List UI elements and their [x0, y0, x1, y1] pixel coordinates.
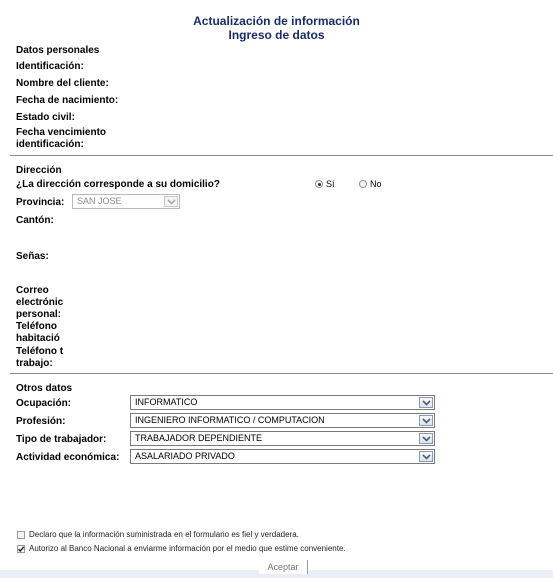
occupation-select-value: INFORMATICO	[135, 397, 198, 407]
worker-type-select-value: TRABAJADOR DEPENDIENTE	[135, 433, 263, 443]
residence-question: ¿La dirección corresponde a su domicilio?	[16, 179, 220, 190]
radio-yes[interactable]	[315, 180, 323, 188]
radio-no[interactable]	[359, 180, 367, 188]
accept-button[interactable]: Aceptar	[259, 560, 308, 574]
other-section-heading: Otros datos	[16, 383, 73, 394]
occupation-label: Ocupación:	[16, 398, 72, 409]
economic-activity-select[interactable]	[130, 449, 435, 464]
page-subtitle: Ingreso de datos	[228, 28, 325, 42]
birth-date-label: Fecha de nacimiento:	[16, 95, 119, 106]
chevron-down-icon	[164, 196, 178, 207]
section-divider	[10, 155, 553, 156]
profession-select-value: INGENIERO INFORMATICO / COMPUTACION	[135, 415, 325, 425]
email-label-line3: personal:	[16, 309, 62, 320]
worker-type-label: Tipo de trabajador:	[16, 434, 107, 445]
province-label: Provincia:	[16, 197, 65, 208]
province-select[interactable]	[72, 194, 180, 209]
id-expiration-label-line1: Fecha vencimiento	[16, 127, 107, 138]
address-section-heading: Dirección	[16, 165, 62, 176]
section-divider-2	[10, 373, 553, 374]
province-select-value: SAN JOSE	[77, 196, 122, 206]
email-label-line1: Correo	[16, 285, 49, 296]
civil-status-label: Estado civil:	[16, 112, 75, 123]
signs-label: Señas:	[16, 251, 49, 262]
declare-checkbox[interactable]	[17, 531, 25, 539]
chevron-down-icon	[419, 415, 433, 426]
checkmark-icon	[17, 545, 25, 553]
profession-select[interactable]	[130, 413, 435, 428]
email-label-line2: electrónic	[16, 297, 64, 308]
chevron-down-icon	[419, 451, 433, 462]
authorize-checkbox-label: Autorizo al Banco Nacional a enviarme información por el medio que estime conveniente.	[29, 544, 346, 553]
work-phone-label-line1: Teléfono t	[16, 346, 64, 357]
worker-type-select[interactable]	[130, 431, 435, 446]
declare-checkbox-label: Declaro que la información suministrada en el formulario es fiel y verdadera.	[29, 530, 299, 539]
economic-activity-label: Actividad económica:	[16, 452, 120, 463]
authorize-checkbox[interactable]	[17, 545, 25, 553]
personal-section-heading: Datos personales	[16, 45, 100, 56]
home-phone-label-line2: habitació	[16, 333, 60, 344]
page-title: Actualización de información	[193, 14, 360, 28]
occupation-select[interactable]	[130, 395, 435, 410]
chevron-down-icon	[419, 397, 433, 408]
economic-activity-select-value: ASALARIADO PRIVADO	[135, 451, 235, 461]
identification-label: Identificación:	[16, 61, 84, 72]
client-name-label: Nombre del cliente:	[16, 78, 109, 89]
id-expiration-label-line2: identificación:	[16, 139, 84, 150]
radio-no-label: No	[370, 179, 382, 189]
chevron-down-icon	[419, 433, 433, 444]
canton-label: Cantón:	[16, 215, 54, 226]
radio-yes-label: Sí	[326, 179, 335, 189]
work-phone-label-line2: trabajo:	[16, 358, 53, 369]
profession-label: Profesión:	[16, 416, 66, 427]
home-phone-label-line1: Teléfono	[16, 321, 57, 332]
